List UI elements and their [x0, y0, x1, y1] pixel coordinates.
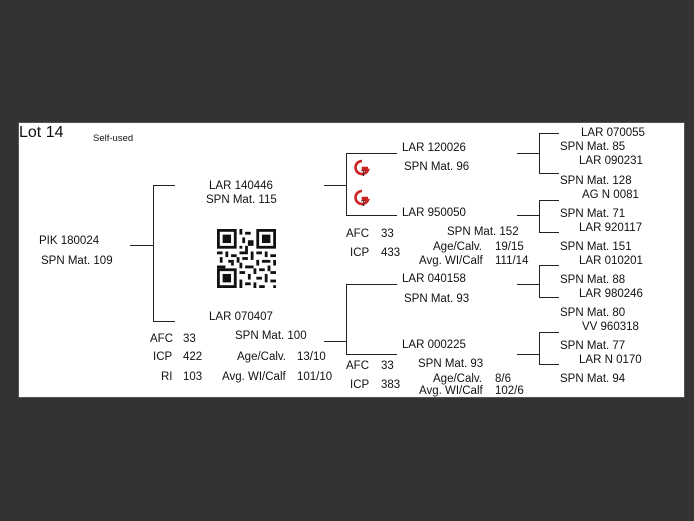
ds-dam-spn: SPN Mat. 80 — [560, 307, 626, 319]
dam-dam-avgwi-value: 102/6 — [495, 385, 524, 397]
lot-title: Lot 14 — [19, 124, 64, 141]
sire-dam-icp-value: 433 — [381, 247, 401, 259]
sire-dam-afc-value: 33 — [381, 228, 394, 240]
ss-dam-spn: SPN Mat. 128 — [560, 175, 632, 187]
lot-note: Self-used — [93, 133, 134, 144]
connector — [346, 354, 397, 355]
gt-breed-logo-icon — [354, 159, 370, 177]
connector — [517, 284, 539, 285]
dam-dam-agecalv-value: 8/6 — [495, 373, 511, 385]
sire-dam-spn: SPN Mat. 152 — [447, 226, 519, 238]
ss-sire-spn: SPN Mat. 85 — [560, 141, 626, 153]
connector — [153, 185, 154, 321]
dd-dam-spn: SPN Mat. 94 — [560, 373, 626, 385]
sire-dam-avgwi-value: 111/14 — [495, 255, 529, 267]
dd-dam-id: LAR N 0170 — [579, 354, 642, 366]
pedigree-card — [18, 122, 685, 398]
ss-sire-id: LAR 070055 — [581, 127, 645, 139]
dam-ri-label: RI — [161, 371, 173, 383]
dam-dam-icp-value: 383 — [381, 379, 401, 391]
sire-dam-afc-label: AFC — [346, 228, 369, 240]
sd-sire-id: AG N 0081 — [582, 189, 639, 201]
connector — [346, 153, 397, 154]
sd-dam-id: LAR 920117 — [579, 222, 643, 234]
ds-sire-spn: SPN Mat. 88 — [560, 274, 626, 286]
svg-text:T: T — [361, 169, 366, 177]
ss-dam-id: LAR 090231 — [579, 155, 643, 167]
connector — [539, 173, 559, 174]
ds-dam-id: LAR 980246 — [579, 288, 643, 300]
dam-dam-spn: SPN Mat. 93 — [418, 358, 484, 370]
sire-spn: SPN Mat. 115 — [206, 194, 277, 206]
sire-sire-spn: SPN Mat. 96 — [404, 161, 470, 173]
connector — [539, 200, 540, 232]
connector — [539, 133, 540, 173]
dd-sire-id: VV 960318 — [582, 321, 639, 333]
animal-spn: SPN Mat. 109 — [41, 255, 113, 267]
dam-dam-afc-label: AFC — [346, 360, 369, 372]
connector — [539, 265, 540, 297]
dam-agecalv-value: 13/10 — [297, 351, 326, 363]
connector — [517, 215, 539, 216]
animal-id: PIK 180024 — [39, 235, 100, 247]
connector — [539, 332, 540, 364]
dam-ri-value: 103 — [183, 371, 203, 383]
connector — [153, 321, 175, 322]
sire-id: LAR 140446 — [209, 180, 273, 192]
connector — [130, 245, 153, 246]
connector — [539, 200, 559, 201]
connector — [153, 185, 175, 186]
dam-agecalv-label: Age/Calv. — [237, 351, 287, 363]
connector — [324, 341, 346, 342]
ds-sire-id: LAR 010201 — [579, 255, 643, 267]
connector — [346, 284, 397, 285]
dam-icp-value: 422 — [183, 351, 203, 363]
sire-dam-agecalv-label: Age/Calv. — [433, 241, 483, 253]
connector — [346, 153, 347, 215]
sire-dam-agecalv-value: 19/15 — [495, 241, 524, 253]
connector — [539, 232, 559, 233]
connector — [539, 332, 559, 333]
sire-dam-icp-label: ICP — [350, 247, 370, 259]
dam-dam-icp-label: ICP — [350, 379, 370, 391]
dam-afc-label: AFC — [150, 333, 173, 345]
dam-afc-value: 33 — [183, 333, 196, 345]
dam-spn: SPN Mat. 100 — [235, 330, 307, 342]
dam-dam-id: LAR 000225 — [402, 339, 466, 351]
dam-icp-label: ICP — [153, 351, 173, 363]
dam-sire-id: LAR 040158 — [402, 273, 466, 285]
connector — [324, 185, 346, 186]
dam-dam-avgwi-label: Avg. WI/Calf — [419, 385, 483, 397]
connector — [346, 215, 397, 216]
dam-sire-spn: SPN Mat. 93 — [404, 293, 470, 305]
dd-sire-spn: SPN Mat. 77 — [560, 340, 626, 352]
dam-dam-afc-value: 33 — [381, 360, 394, 372]
dam-dam-agecalv-label: Age/Calv. — [433, 373, 483, 385]
sire-dam-id: LAR 950050 — [402, 207, 466, 219]
connector — [539, 364, 559, 365]
dam-avgwi-label: Avg. WI/Calf — [222, 371, 286, 383]
qr-code-icon — [217, 229, 276, 288]
dam-id: LAR 070407 — [209, 311, 273, 323]
sd-dam-spn: SPN Mat. 151 — [560, 241, 632, 253]
gt-breed-logo-icon — [354, 189, 370, 207]
connector — [517, 153, 539, 154]
sire-sire-id: LAR 120026 — [402, 142, 466, 154]
connector — [539, 297, 559, 298]
connector — [346, 284, 347, 354]
connector — [539, 265, 559, 266]
connector — [517, 354, 539, 355]
connector — [539, 133, 559, 134]
svg-text:T: T — [361, 199, 366, 207]
sd-sire-spn: SPN Mat. 71 — [560, 208, 626, 220]
dam-avgwi-value: 101/10 — [297, 371, 333, 383]
sire-dam-avgwi-label: Avg. WI/Calf — [419, 255, 483, 267]
